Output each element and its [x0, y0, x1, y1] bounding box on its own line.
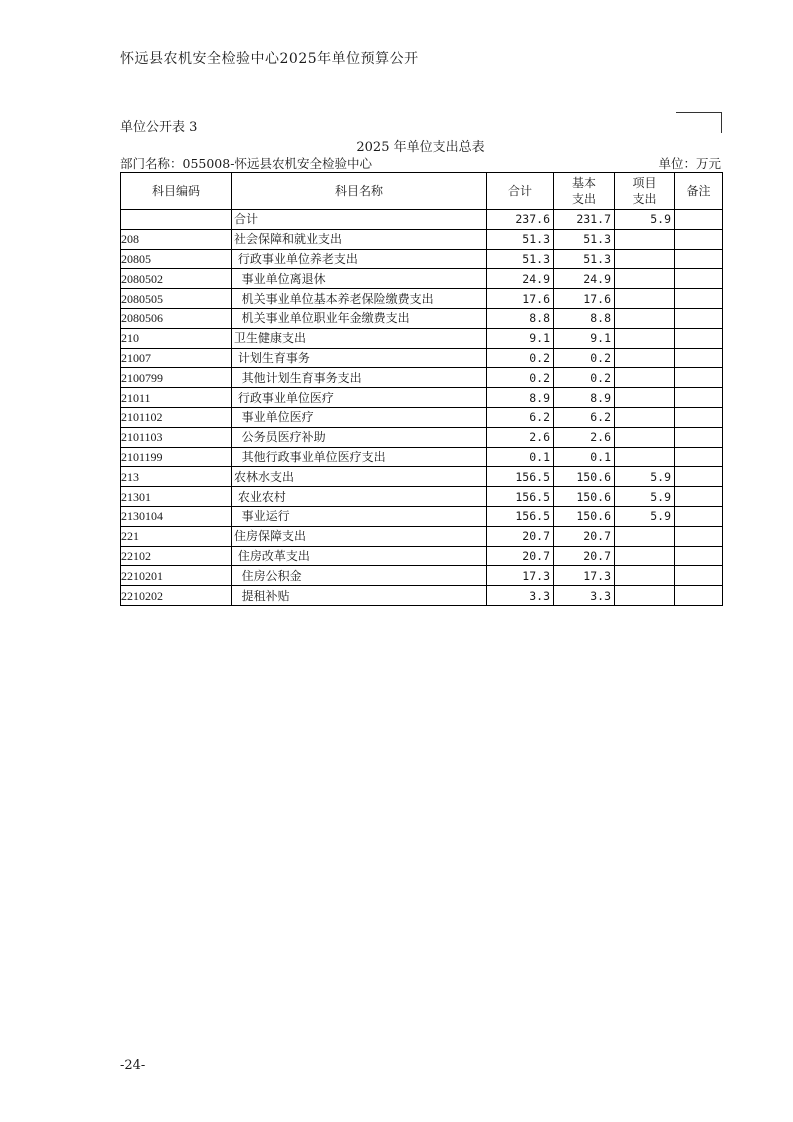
cell-basic: 20.7	[554, 546, 615, 566]
cell-remark	[675, 546, 723, 566]
cell-project	[615, 269, 675, 289]
cell-basic: 3.3	[554, 586, 615, 606]
cell-basic: 150.6	[554, 506, 615, 526]
header-project	[615, 173, 675, 210]
cell-remark	[675, 210, 723, 230]
cell-code: 208	[121, 229, 232, 249]
cell-code: 2210202	[121, 586, 232, 606]
cell-remark	[675, 289, 723, 309]
cell-total: 17.6	[487, 289, 554, 309]
table-row	[121, 229, 723, 249]
cell-remark	[675, 249, 723, 269]
cell-basic: 2.6	[554, 427, 615, 447]
table-row	[121, 249, 723, 269]
table-row	[121, 368, 723, 388]
cell-project	[615, 407, 675, 427]
table-row	[121, 407, 723, 427]
cell-name: 住房公积金	[232, 566, 487, 586]
cell-basic: 231.7	[554, 210, 615, 230]
cell-total: 0.2	[487, 368, 554, 388]
header-project-line1: 项目	[632, 176, 657, 190]
cell-project: 5.9	[615, 467, 675, 487]
cell-remark	[675, 368, 723, 388]
cell-name: 农业农村	[232, 487, 487, 507]
cell-name: 其他行政事业单位医疗支出	[232, 447, 487, 467]
cell-name: 农林水支出	[232, 467, 487, 487]
cell-remark	[675, 447, 723, 467]
cell-name: 住房改革支出	[232, 546, 487, 566]
cell-total: 156.5	[487, 467, 554, 487]
header-total: 合计	[487, 173, 554, 210]
cell-project	[615, 447, 675, 467]
cell-code: 2101199	[121, 447, 232, 467]
table-header-row	[121, 173, 723, 210]
cell-project	[615, 229, 675, 249]
cell-basic: 8.9	[554, 388, 615, 408]
cell-name: 事业单位离退休	[232, 269, 487, 289]
cell-code: 21007	[121, 348, 232, 368]
cell-name: 机关事业单位基本养老保险缴费支出	[232, 289, 487, 309]
cell-total: 8.9	[487, 388, 554, 408]
cell-code: 2080506	[121, 308, 232, 328]
expenditure-table	[120, 172, 723, 606]
cell-project: 5.9	[615, 506, 675, 526]
table-row	[121, 566, 723, 586]
cell-basic: 0.2	[554, 368, 615, 388]
table-row	[121, 308, 723, 328]
cell-basic: 17.3	[554, 566, 615, 586]
cell-code: 2080505	[121, 289, 232, 309]
header-basic-line2: 支出	[571, 192, 596, 206]
cell-basic: 51.3	[554, 229, 615, 249]
cell-name: 行政事业单位养老支出	[232, 249, 487, 269]
cell-project	[615, 328, 675, 348]
cell-total: 51.3	[487, 229, 554, 249]
cell-project: 5.9	[615, 487, 675, 507]
table-row	[121, 526, 723, 546]
cell-total: 20.7	[487, 526, 554, 546]
cell-total: 51.3	[487, 249, 554, 269]
cell-name: 合计	[232, 210, 487, 230]
cell-total: 6.2	[487, 407, 554, 427]
table-row	[121, 546, 723, 566]
table-row	[121, 487, 723, 507]
cell-total: 156.5	[487, 487, 554, 507]
cell-total: 8.8	[487, 308, 554, 328]
cell-project	[615, 348, 675, 368]
header-project-line2: 支出	[632, 192, 657, 206]
cell-remark	[675, 506, 723, 526]
cell-basic: 17.6	[554, 289, 615, 309]
cell-project	[615, 388, 675, 408]
cell-remark	[675, 566, 723, 586]
cell-code: 2101102	[121, 407, 232, 427]
cell-remark	[675, 269, 723, 289]
cell-basic: 24.9	[554, 269, 615, 289]
cell-basic: 0.1	[554, 447, 615, 467]
cell-total: 0.2	[487, 348, 554, 368]
table-row	[121, 328, 723, 348]
table-row	[121, 427, 723, 447]
cell-basic: 20.7	[554, 526, 615, 546]
cell-basic: 0.2	[554, 348, 615, 368]
cell-remark	[675, 308, 723, 328]
cell-name: 提租补贴	[232, 586, 487, 606]
header-remark: 备注	[675, 173, 723, 210]
table-body	[121, 210, 723, 606]
cell-basic: 51.3	[554, 249, 615, 269]
document-header-title: 怀远县农机安全检验中心2025年单位预算公开	[120, 51, 419, 67]
cell-remark	[675, 328, 723, 348]
cell-basic: 150.6	[554, 487, 615, 507]
cell-project	[615, 526, 675, 546]
cell-remark	[675, 487, 723, 507]
cell-name: 事业单位医疗	[232, 407, 487, 427]
cell-name: 行政事业单位医疗	[232, 388, 487, 408]
cell-total: 24.9	[487, 269, 554, 289]
cell-basic: 150.6	[554, 467, 615, 487]
cell-basic: 9.1	[554, 328, 615, 348]
cell-remark	[675, 229, 723, 249]
cell-code: 21301	[121, 487, 232, 507]
cell-project	[615, 427, 675, 447]
table-row	[121, 388, 723, 408]
cell-project	[615, 368, 675, 388]
table-row	[121, 289, 723, 309]
header-name: 科目名称	[232, 173, 487, 210]
cell-code: 2210201	[121, 566, 232, 586]
cell-project	[615, 249, 675, 269]
table-row	[121, 467, 723, 487]
cell-code: 20805	[121, 249, 232, 269]
cell-name: 公务员医疗补助	[232, 427, 487, 447]
cell-remark	[675, 467, 723, 487]
cell-name: 计划生育事务	[232, 348, 487, 368]
cell-code: 2100799	[121, 368, 232, 388]
cell-total: 237.6	[487, 210, 554, 230]
cell-total: 3.3	[487, 586, 554, 606]
cell-name: 事业运行	[232, 506, 487, 526]
header-basic-line1: 基本	[571, 176, 596, 190]
cell-name: 住房保障支出	[232, 526, 487, 546]
header-basic	[554, 173, 615, 210]
cell-name: 卫生健康支出	[232, 328, 487, 348]
cell-remark	[675, 407, 723, 427]
cell-code: 213	[121, 467, 232, 487]
cell-total: 9.1	[487, 328, 554, 348]
cell-remark	[675, 586, 723, 606]
cell-basic: 6.2	[554, 407, 615, 427]
page-number: -24-	[120, 1058, 146, 1073]
cell-total: 17.3	[487, 566, 554, 586]
cell-remark	[675, 427, 723, 447]
table-row	[121, 447, 723, 467]
table-title: 2025 年单位支出总表	[356, 140, 485, 155]
cell-code: 21011	[121, 388, 232, 408]
cell-total: 0.1	[487, 447, 554, 467]
cell-basic: 8.8	[554, 308, 615, 328]
cell-project: 5.9	[615, 210, 675, 230]
cell-name: 社会保障和就业支出	[232, 229, 487, 249]
cell-project	[615, 546, 675, 566]
table-row	[121, 348, 723, 368]
cell-code: 2101103	[121, 427, 232, 447]
corner-bracket-mark	[676, 112, 722, 133]
cell-project	[615, 308, 675, 328]
header-code: 科目编码	[121, 173, 232, 210]
cell-code: 2080502	[121, 269, 232, 289]
cell-total: 156.5	[487, 506, 554, 526]
table-row	[121, 506, 723, 526]
cell-code: 221	[121, 526, 232, 546]
cell-name: 机关事业单位职业年金缴费支出	[232, 308, 487, 328]
department-line	[120, 154, 721, 172]
cell-total: 20.7	[487, 546, 554, 566]
table-number-label: 单位公开表 3	[120, 120, 198, 135]
cell-code: 210	[121, 328, 232, 348]
cell-project	[615, 586, 675, 606]
cell-project	[615, 566, 675, 586]
cell-remark	[675, 526, 723, 546]
cell-remark	[675, 388, 723, 408]
cell-total: 2.6	[487, 427, 554, 447]
table-row	[121, 269, 723, 289]
department-label: 部门名称：055008-怀远县农机安全检验中心	[120, 156, 372, 171]
table-row	[121, 210, 723, 230]
cell-project	[615, 289, 675, 309]
cell-name: 其他计划生育事务支出	[232, 368, 487, 388]
cell-remark	[675, 348, 723, 368]
cell-code: 22102	[121, 546, 232, 566]
table-row	[121, 586, 723, 606]
unit-label: 单位：万元	[658, 156, 721, 171]
cell-code: 2130104	[121, 506, 232, 526]
cell-code	[121, 210, 232, 230]
